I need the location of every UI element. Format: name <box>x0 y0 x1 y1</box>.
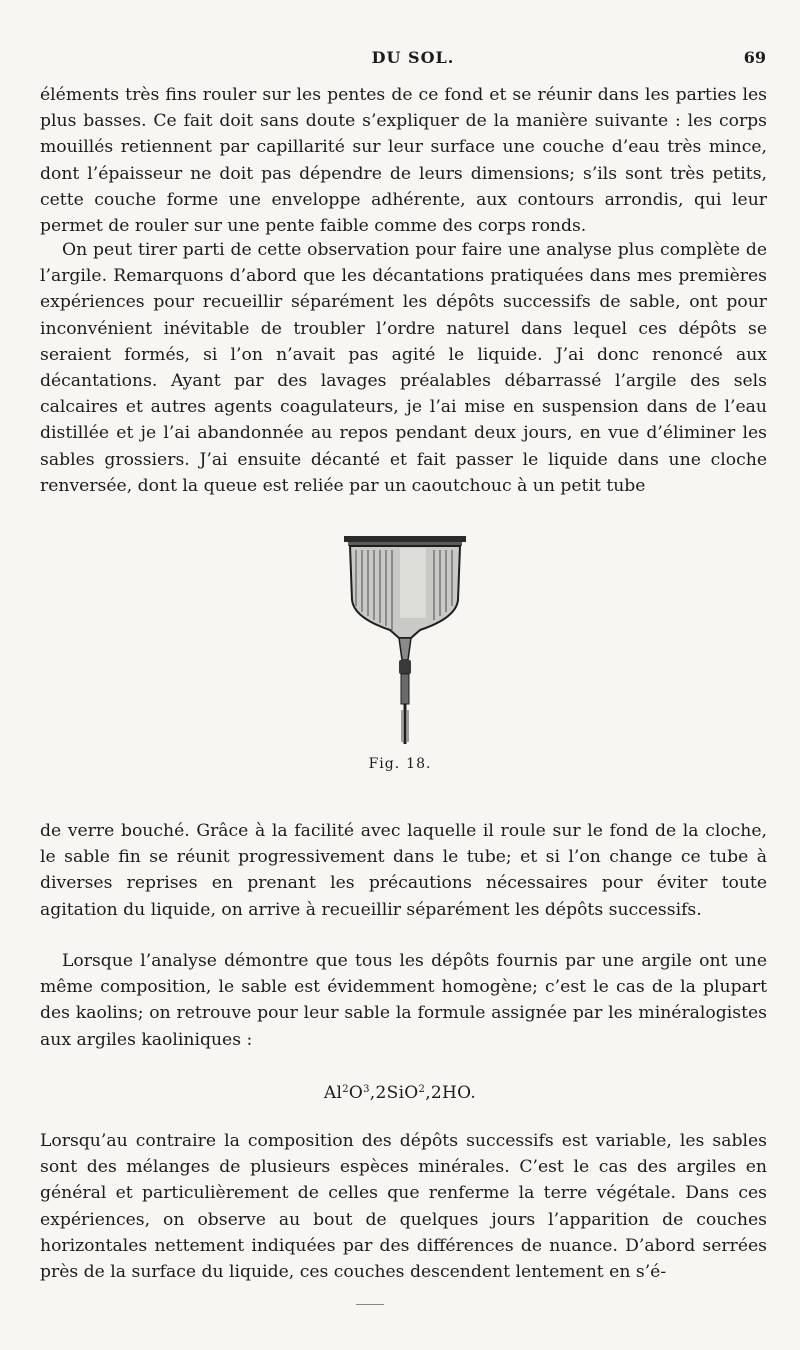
inverted-bell-jar-drawing <box>340 530 470 750</box>
figure-caption <box>0 756 800 772</box>
page-number: 69 <box>743 48 766 67</box>
paragraph-1: éléments très fins rouler sur les pentes de ce fond et se réunir dans les parties les plus basses. Ce fait doit sans doute s’expliquer de la manière suivante : les corps mouillés retiennent par capillarité sur leur surface une couche d’eau très mince, dont l’épaisseur ne doit pas dépendre de leurs dimensions; s’ils sont très petits, cette couche forme une enveloppe adhérente, aux contours arrondis, qui leur permet de rouler sur une pente faible comme des corps ronds. <box>40 85 767 237</box>
formula-o-sup: 3 <box>363 1084 370 1095</box>
paragraph-3: de verre bouché. Grâce à la facilité avec laquelle il roule sur le fond de la cloche, le sable fin se réunit progressivement dans le tube; et si l’on change ce tube à diverses reprises en prenant les précautions nécessaires pour éviter toute agitation du liquide, on arrive à recueillir séparément les dépôts successifs. <box>40 821 767 920</box>
formula-o: O <box>348 1083 364 1103</box>
footer-rule <box>356 1304 384 1305</box>
figure-18-funnel-illustration <box>340 530 470 750</box>
figure-label: Fig. <box>368 756 401 772</box>
figure-number: 18. <box>406 756 432 772</box>
paragraph-2: On peut tirer parti de cette observation pour faire une analyse plus complète de l’argile. Remarquons d’abord que les décantations pratiquées dans mes premières expériences pour recueillir séparément les dépôts successifs de sable, ont pour inconvénient inévitable de troubler l’ordre naturel dans lequel ces dépôts se seraient formés, si l’on n’avait pas agité le liquide. J’ai donc renoncé aux décantations. Ayant par des lavages préalables débarrassé l’argile des sels calcaires et autres agents coagulateurs, je l’ai mise en suspension dans de l’eau distillée et je l’ai abandonnée au repos pendant deux jours, en vue d’éliminer les sables grossiers. J’ai ensuite décanté et fait passer le liquide dans une cloche renversée, dont la queue est reliée par un caoutchouc à un petit tube <box>40 240 767 496</box>
formula-sio-sup: 2 <box>418 1084 426 1095</box>
formula-al: Al <box>323 1083 343 1103</box>
running-title: DU SOL. <box>371 48 455 67</box>
paragraph-5: Lorsqu’au contraire la composition des dépôts successifs est variable, les sables sont des mélanges de plusieurs espèces minérales. C’est le cas des argiles en général et particulièrement de celles que renferme la terre végétale. Dans ces expériences, on observe au bout de quelques jours l’apparition de couches horizontales nettement indiquées par des différences de nuance. D’abord serrées près de la surface du liquide, ces couches descendent lentement en s’é- <box>40 1131 767 1283</box>
formula-al-sup: 2 <box>342 1084 349 1095</box>
chemical-formula <box>0 1083 800 1103</box>
page-header <box>60 48 766 72</box>
paragraph-4: Lorsque l’analyse démontre que tous les dépôts fournis par une argile ont une même composition, le sable est évidemment homogène; c’est le cas de la plupart des kaolins; on retrouve pour leur sable la formule assignée par les minéralogistes aux argiles kaoliniques : <box>40 951 767 1050</box>
formula-sio: ,2SiO <box>369 1083 419 1103</box>
formula-tail: ,2HO. <box>425 1083 477 1103</box>
